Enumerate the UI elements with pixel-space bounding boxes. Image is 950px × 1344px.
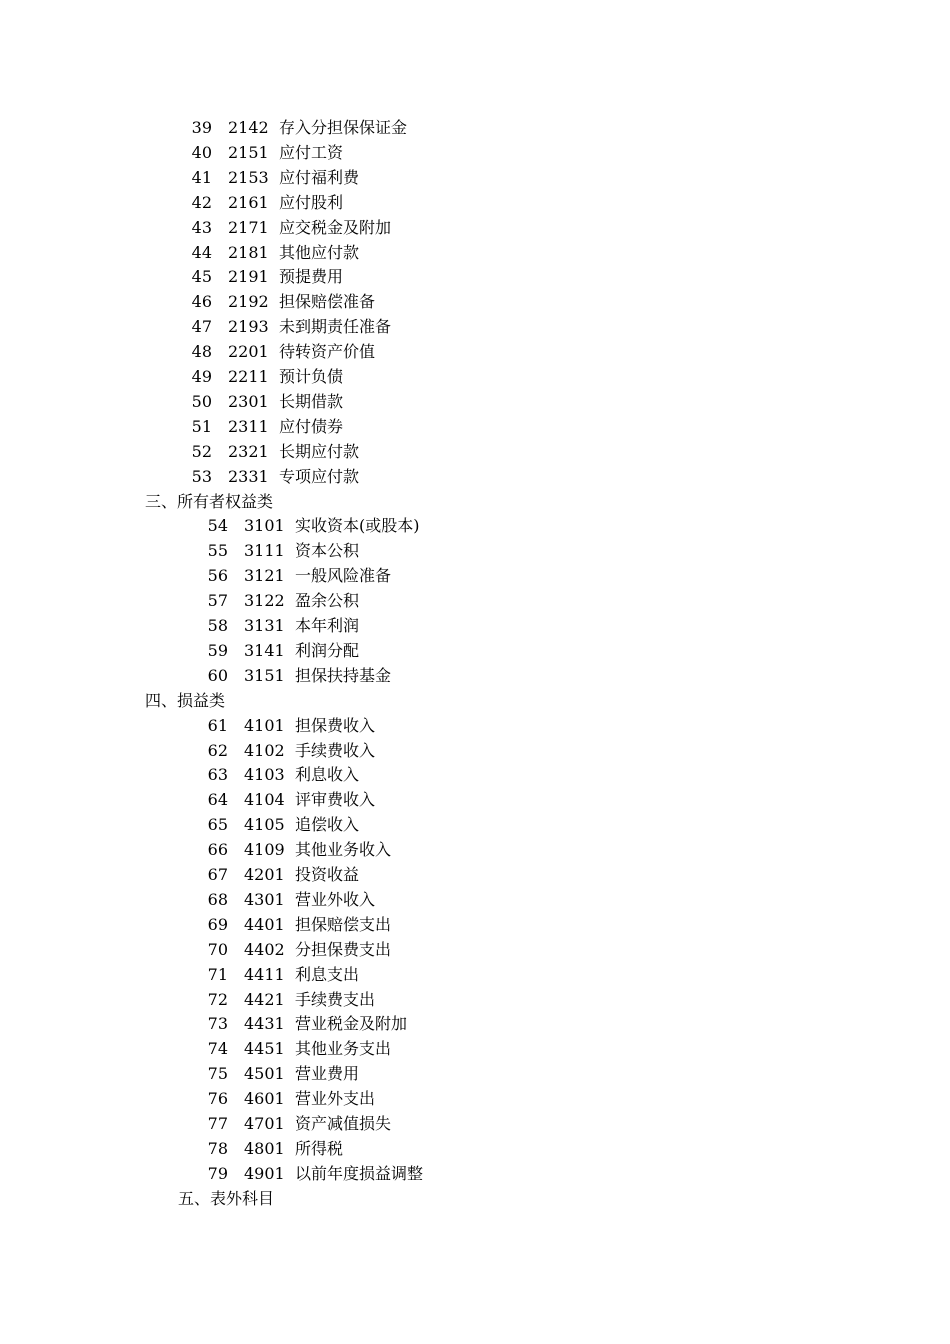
- account-name: 利润分配: [295, 640, 360, 660]
- account-code: 4109: [244, 840, 285, 860]
- account-code: 4601: [244, 1089, 285, 1109]
- account-row: [0, 664, 950, 688]
- row-number: 64: [207, 790, 228, 810]
- row-number: 50: [191, 391, 212, 411]
- account-code: 3121: [244, 566, 285, 586]
- account-row: [0, 340, 950, 364]
- account-row: [0, 838, 950, 862]
- account-code: 4801: [244, 1138, 285, 1158]
- row-number: 68: [207, 889, 228, 909]
- account-name: 未到期责任准备: [279, 317, 392, 337]
- account-row: [0, 639, 950, 663]
- row-number: 76: [207, 1089, 228, 1109]
- account-name: 应付福利费: [279, 167, 360, 187]
- account-row: [0, 265, 950, 289]
- account-name: 营业外支出: [295, 1089, 376, 1109]
- account-row: [0, 415, 950, 439]
- account-code: 4901: [244, 1163, 285, 1183]
- account-row: [0, 1137, 950, 1161]
- account-code: 2161: [228, 192, 269, 212]
- account-name: 利息支出: [295, 964, 360, 984]
- account-row: [0, 390, 950, 414]
- account-name: 应付股利: [279, 192, 344, 212]
- account-row: [0, 216, 950, 240]
- row-number: 41: [191, 167, 212, 187]
- account-name: 投资收益: [295, 865, 360, 884]
- account-name: 专项应付款: [279, 466, 360, 486]
- account-row: [0, 1037, 950, 1061]
- account-name: 分担保费支出: [295, 939, 392, 959]
- row-number: 54: [207, 516, 228, 536]
- account-name: 担保费收入: [295, 715, 376, 735]
- account-row: [0, 564, 950, 588]
- account-code: 4103: [244, 765, 285, 785]
- account-name: 营业费用: [295, 1064, 360, 1084]
- account-name: 一般风险准备: [295, 566, 392, 586]
- row-number: 57: [207, 591, 228, 611]
- row-number: 77: [207, 1114, 228, 1133]
- section-heading-profit-loss: 四、损益类: [145, 690, 226, 710]
- account-name: 营业税金及附加: [295, 1014, 408, 1034]
- account-row: [0, 813, 950, 837]
- account-code: 4501: [244, 1064, 285, 1084]
- row-number: 58: [207, 616, 228, 635]
- row-number: 51: [191, 416, 212, 436]
- row-number: 49: [191, 367, 212, 386]
- account-row: [0, 614, 950, 638]
- account-row: [0, 714, 950, 738]
- account-name: 其他应付款: [279, 242, 360, 262]
- account-row: [0, 539, 950, 563]
- account-code: 2153: [228, 167, 269, 187]
- account-code: 3101: [244, 516, 285, 536]
- row-number: 52: [191, 441, 212, 461]
- section-heading-equity: 三、所有者权益类: [145, 491, 274, 511]
- account-row: [0, 863, 950, 887]
- account-name: 手续费收入: [295, 740, 376, 760]
- account-code: 4101: [244, 715, 285, 735]
- account-code: 4451: [244, 1039, 285, 1059]
- account-row: [0, 1162, 950, 1186]
- account-row: [0, 963, 950, 987]
- account-code: 3111: [244, 541, 285, 561]
- account-name: 评审费收入: [295, 790, 376, 810]
- account-code: 4411: [244, 964, 285, 984]
- account-name: 追偿收入: [295, 815, 360, 835]
- row-number: 69: [207, 914, 228, 934]
- account-name: 应交税金及附加: [279, 217, 392, 237]
- account-name: 其他业务收入: [295, 840, 392, 860]
- account-name: 担保赔偿支出: [295, 914, 392, 934]
- account-name: 盈余公积: [295, 591, 360, 611]
- row-number: 40: [191, 142, 212, 162]
- account-code: 3122: [244, 591, 285, 611]
- row-number: 39: [191, 118, 212, 137]
- account-code: 2181: [228, 242, 269, 262]
- account-row: [0, 1012, 950, 1036]
- account-row: [0, 913, 950, 937]
- row-number: 70: [207, 939, 228, 959]
- row-number: 66: [207, 840, 228, 860]
- row-number: 46: [191, 292, 212, 312]
- account-code: 3131: [244, 616, 285, 635]
- account-code: 2142: [228, 118, 269, 137]
- account-code: 2192: [228, 292, 269, 312]
- row-number: 79: [207, 1163, 228, 1183]
- account-row: [0, 241, 950, 265]
- account-name: 待转资产价值: [279, 342, 376, 362]
- row-number: 48: [191, 342, 212, 362]
- row-number: 67: [207, 865, 228, 884]
- row-number: 42: [191, 192, 212, 212]
- row-number: 47: [191, 317, 212, 337]
- account-row: [0, 1112, 950, 1136]
- account-code: 4402: [244, 939, 285, 959]
- account-name: 预提费用: [279, 267, 344, 287]
- account-code: 4401: [244, 914, 285, 934]
- account-row: [0, 440, 950, 464]
- account-code: 4104: [244, 790, 285, 810]
- row-number: 43: [191, 217, 212, 237]
- row-number: 63: [207, 765, 228, 785]
- account-name: 本年利润: [295, 616, 360, 635]
- account-row: [0, 1062, 950, 1086]
- account-row: [0, 763, 950, 787]
- account-name: 担保赔偿准备: [279, 292, 376, 312]
- account-row: [0, 116, 950, 140]
- account-row: [0, 938, 950, 962]
- account-code: 3141: [244, 640, 285, 660]
- account-name: 其他业务支出: [295, 1039, 392, 1059]
- account-code: 2193: [228, 317, 269, 337]
- row-number: 65: [207, 815, 228, 835]
- account-name: 资本公积: [295, 541, 360, 561]
- account-code: 2301: [228, 391, 269, 411]
- account-code: 2331: [228, 466, 269, 486]
- account-name: 营业外收入: [295, 889, 376, 909]
- account-row: [0, 365, 950, 389]
- account-code: 2201: [228, 342, 269, 362]
- row-number: 62: [207, 740, 228, 760]
- account-row: [0, 290, 950, 314]
- account-name: 担保扶持基金: [295, 665, 392, 685]
- account-name: 以前年度损益调整: [295, 1163, 424, 1183]
- account-row: [0, 191, 950, 215]
- account-row: [0, 888, 950, 912]
- account-row: [0, 988, 950, 1012]
- account-name: 所得税: [295, 1138, 344, 1158]
- row-number: 72: [207, 989, 228, 1009]
- account-code: 4421: [244, 989, 285, 1009]
- row-number: 59: [207, 640, 228, 660]
- account-code: 4701: [244, 1114, 285, 1133]
- row-number: 45: [191, 267, 212, 287]
- section-heading-off-balance: 五、表外科目: [178, 1188, 275, 1208]
- account-row: [0, 589, 950, 613]
- account-row: [0, 1087, 950, 1111]
- account-row: [0, 514, 950, 538]
- row-number: 60: [207, 665, 228, 685]
- row-number: 71: [207, 964, 228, 984]
- account-code: 2171: [228, 217, 269, 237]
- row-number: 53: [191, 466, 212, 486]
- account-row: [0, 315, 950, 339]
- account-code: 2191: [228, 267, 269, 287]
- account-name: 存入分担保保证金: [279, 118, 408, 137]
- account-code: 2321: [228, 441, 269, 461]
- account-code: 4301: [244, 889, 285, 909]
- account-code: 4431: [244, 1014, 285, 1034]
- account-code: 2151: [228, 142, 269, 162]
- account-row: [0, 166, 950, 190]
- row-number: 44: [191, 242, 212, 262]
- row-number: 61: [207, 715, 228, 735]
- account-code: 3151: [244, 665, 285, 685]
- account-code: 4201: [244, 865, 285, 884]
- account-name: 资产减值损失: [295, 1114, 392, 1133]
- account-code: 2211: [228, 367, 269, 386]
- account-name: 应付债券: [279, 416, 344, 436]
- account-row: [0, 739, 950, 763]
- account-name: 利息收入: [295, 765, 360, 785]
- account-row: [0, 788, 950, 812]
- account-name: 长期应付款: [279, 441, 360, 461]
- row-number: 74: [207, 1039, 228, 1059]
- row-number: 55: [207, 541, 228, 561]
- account-name: 手续费支出: [295, 989, 376, 1009]
- row-number: 78: [207, 1138, 228, 1158]
- row-number: 75: [207, 1064, 228, 1084]
- account-code: 4102: [244, 740, 285, 760]
- account-name: 预计负债: [279, 367, 344, 386]
- account-name: 长期借款: [279, 391, 344, 411]
- account-code: 4105: [244, 815, 285, 835]
- account-name: 应付工资: [279, 142, 344, 162]
- account-name: 实收资本(或股本): [295, 516, 420, 536]
- row-number: 56: [207, 566, 228, 586]
- account-row: [0, 465, 950, 489]
- account-row: [0, 141, 950, 165]
- account-code: 2311: [228, 416, 269, 436]
- row-number: 73: [207, 1014, 228, 1034]
